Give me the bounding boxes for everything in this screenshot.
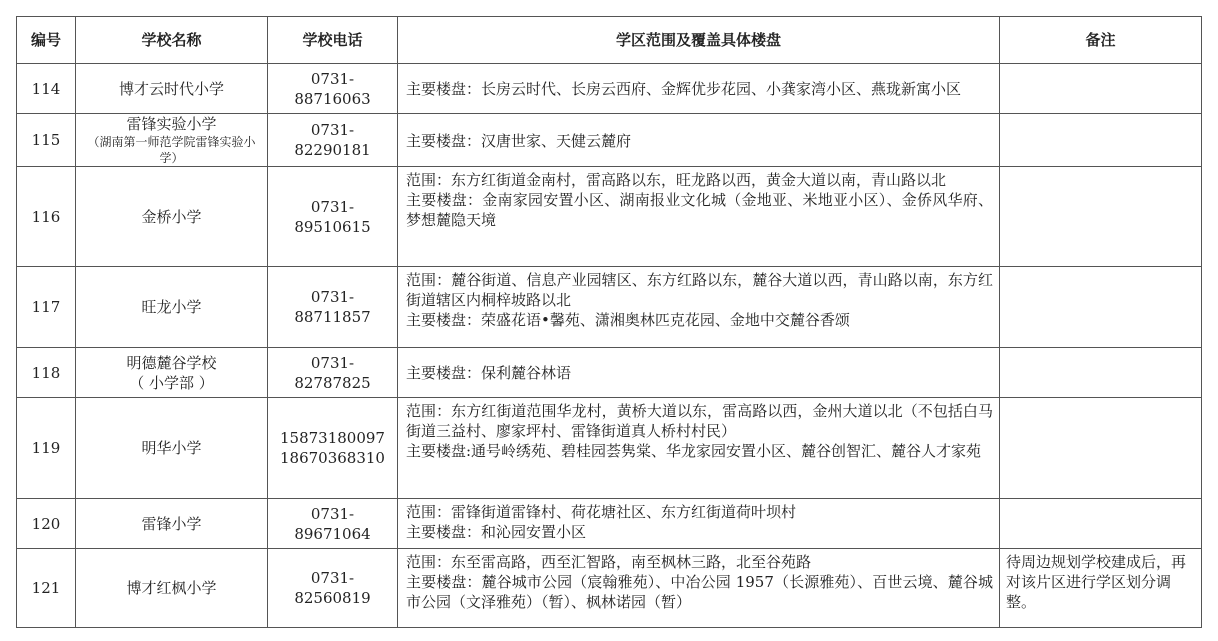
cell-note	[1000, 499, 1202, 549]
header-row	[17, 17, 1202, 64]
school-district-table-wrapper	[16, 16, 1202, 628]
table-row	[17, 549, 1202, 628]
cell-no: 119	[17, 398, 76, 499]
cell-phone	[268, 167, 398, 267]
cell-no: 114	[17, 64, 76, 114]
school-name-sub: （湖南第一师范学院雷锋实验小学）	[87, 135, 256, 165]
school-name: 雷锋实验小学	[126, 115, 217, 133]
cell-school-name	[76, 167, 268, 267]
phone-number: 0731-82560819	[294, 569, 371, 607]
school-name: 明华小学	[141, 439, 202, 457]
table-row	[17, 499, 1202, 549]
cell-school-name	[76, 549, 268, 628]
cell-no: 116	[17, 167, 76, 267]
cell-school-name	[76, 398, 268, 499]
cell-phone	[268, 549, 398, 628]
phone-number: 18670368310	[280, 449, 385, 467]
school-district-table	[16, 16, 1202, 628]
cell-note	[1000, 114, 1202, 167]
cell-phone	[268, 398, 398, 499]
cell-district-area: 范围：东方红街道范围华龙村，黄桥大道以东，雷高路以西，金州大道以北（不包括白马街道三益村、廖家坪村、雷锋街道真人桥村村民） 主要楼盘:通号岭绣苑、碧桂园荟隽棠、华龙家园安置小区、麓谷创智汇、麓谷人才家苑	[398, 398, 1000, 499]
table-body	[17, 64, 1202, 628]
table-row	[17, 167, 1202, 267]
cell-no: 121	[17, 549, 76, 628]
cell-school-name	[76, 64, 268, 114]
table-row	[17, 64, 1202, 114]
table-row	[17, 348, 1202, 398]
phone-number: 0731-88711857	[294, 288, 371, 326]
cell-district-area: 范围：东方红街道金南村，雷高路以东，旺龙路以西，黄金大道以南，青山路以北 主要楼盘：金南家园安置小区、湖南报业文化城（金地亚、米地亚小区）、金侨风华府、梦想麓隐天境	[398, 167, 1000, 267]
cell-phone	[268, 114, 398, 167]
school-name: 博才云时代小学	[118, 79, 224, 98]
cell-note: 待周边规划学校建成后，再对该片区进行学区划分调整。	[1000, 549, 1202, 628]
header-note: 备注	[1000, 17, 1202, 64]
table-row	[17, 398, 1202, 499]
cell-phone	[268, 348, 398, 398]
cell-district-area: 范围：雷锋街道雷锋村、荷花塘社区、东方红街道荷叶坝村 主要楼盘：和沁园安置小区	[398, 499, 1000, 549]
cell-phone	[268, 64, 398, 114]
cell-school-name	[76, 348, 268, 398]
school-name: 博才红枫小学	[126, 579, 217, 597]
cell-district-area: 主要楼盘：保利麓谷林语	[398, 348, 1000, 398]
phone-number: 0731-82787825	[294, 353, 371, 392]
phone-number: 0731-82290181	[294, 121, 371, 159]
cell-note	[1000, 348, 1202, 398]
cell-district-area: 主要楼盘：汉唐世家、天健云麓府	[398, 114, 1000, 167]
cell-no: 115	[17, 114, 76, 167]
cell-district-area: 主要楼盘：长房云时代、长房云西府、金辉优步花园、小龚家湾小区、燕珑新寓小区	[398, 64, 1000, 114]
cell-note	[1000, 64, 1202, 114]
header-no: 编号	[17, 17, 76, 64]
cell-no: 117	[17, 267, 76, 348]
header-area: 学区范围及覆盖具体楼盘	[398, 17, 1000, 64]
cell-note	[1000, 267, 1202, 348]
cell-school-name	[76, 499, 268, 549]
phone-number: 15873180097	[280, 429, 385, 447]
cell-phone	[268, 267, 398, 348]
cell-note	[1000, 167, 1202, 267]
cell-school-name	[76, 114, 268, 167]
phone-number: 0731-89510615	[294, 197, 371, 236]
school-name: 雷锋小学	[141, 514, 202, 533]
phone-number: 0731-88716063	[294, 69, 371, 108]
cell-note	[1000, 398, 1202, 499]
school-name-sub: （ 小学部 ）	[129, 373, 214, 392]
cell-phone	[268, 499, 398, 549]
school-name: 金桥小学	[141, 207, 202, 226]
header-phone: 学校电话	[268, 17, 398, 64]
cell-no: 118	[17, 348, 76, 398]
header-name: 学校名称	[76, 17, 268, 64]
phone-number: 0731-89671064	[294, 504, 371, 543]
table-row	[17, 267, 1202, 348]
cell-district-area: 范围：麓谷街道、信息产业园辖区、东方红路以东，麓谷大道以西，青山路以南，东方红街道辖区内桐梓坡路以北 主要楼盘：荣盛花语•馨苑、潇湘奥林匹克花园、金地中交麓谷香颂	[398, 267, 1000, 348]
school-name: 明德麓谷学校	[126, 353, 217, 372]
cell-school-name	[76, 267, 268, 348]
cell-district-area: 范围：东至雷高路，西至汇智路，南至枫林三路，北至谷苑路 主要楼盘：麓谷城市公园（宸翰雅苑）、中冶公园 1957（长源雅苑）、百世云境、麓谷城市公园（文泽雅苑）（暂）、枫林诺园（暂）	[398, 549, 1000, 628]
table-row	[17, 114, 1202, 167]
school-name: 旺龙小学	[141, 298, 202, 316]
cell-no: 120	[17, 499, 76, 549]
